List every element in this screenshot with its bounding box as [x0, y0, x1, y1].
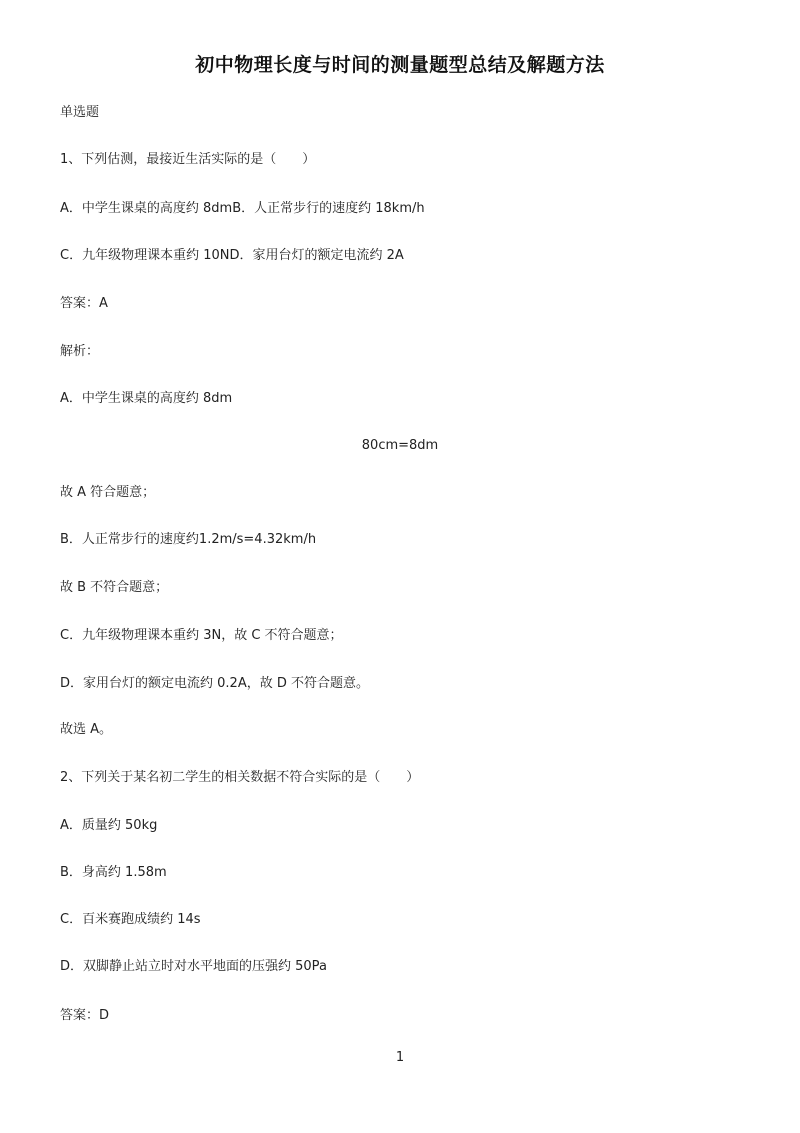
analysis-option-b-result: 故 B 不符合题意；: [60, 580, 169, 595]
question-1-answer: 答案：A: [60, 296, 108, 311]
question-2-answer: 答案：D: [60, 1008, 110, 1023]
question-1-options-cd: C．九年级物理课本重约 10ND．家用台灯的额定电流约 2A: [60, 248, 404, 263]
question-1-stem: 1、下列估测，最接近生活实际的是（ ）: [60, 152, 316, 167]
analysis-option-a: A．中学生课桌的高度约 8dm: [60, 391, 233, 406]
question-2-option-d: D．双脚静止站立时对水平地面的压强约 50Pa: [60, 959, 327, 974]
question-1-options-ab: A．中学生课桌的高度约 8dmB．人正常步行的速度约 18km/h: [60, 201, 425, 216]
analysis-option-c: C．九年级物理课本重约 3N，故 C 不符合题意；: [60, 628, 343, 643]
question-2-option-c: C．百米赛跑成绩约 14s: [60, 912, 201, 927]
question-2-option-a: A．质量约 50kg: [60, 818, 158, 833]
document-title: 初中物理长度与时间的测量题型总结及解题方法: [195, 54, 605, 76]
analysis-option-b: B．人正常步行的速度约1.2m/s=4.32km/h: [60, 532, 317, 547]
question-2-stem: 2、下列关于某名初二学生的相关数据不符合实际的是（ ）: [60, 770, 420, 785]
section-heading: 单选题: [60, 105, 100, 120]
question-1-conclusion: 故选 A。: [60, 722, 113, 737]
question-1-analysis-label: 解析：: [60, 344, 100, 359]
question-2-option-b: B．身高约 1.58m: [60, 865, 167, 880]
page-number: 1: [395, 1050, 405, 1065]
analysis-option-d: D．家用台灯的额定电流约 0.2A，故 D 不符合题意。: [60, 676, 369, 691]
analysis-formula: 80cm=8dm: [361, 438, 439, 453]
analysis-option-a-result: 故 A 符合题意；: [60, 485, 156, 500]
